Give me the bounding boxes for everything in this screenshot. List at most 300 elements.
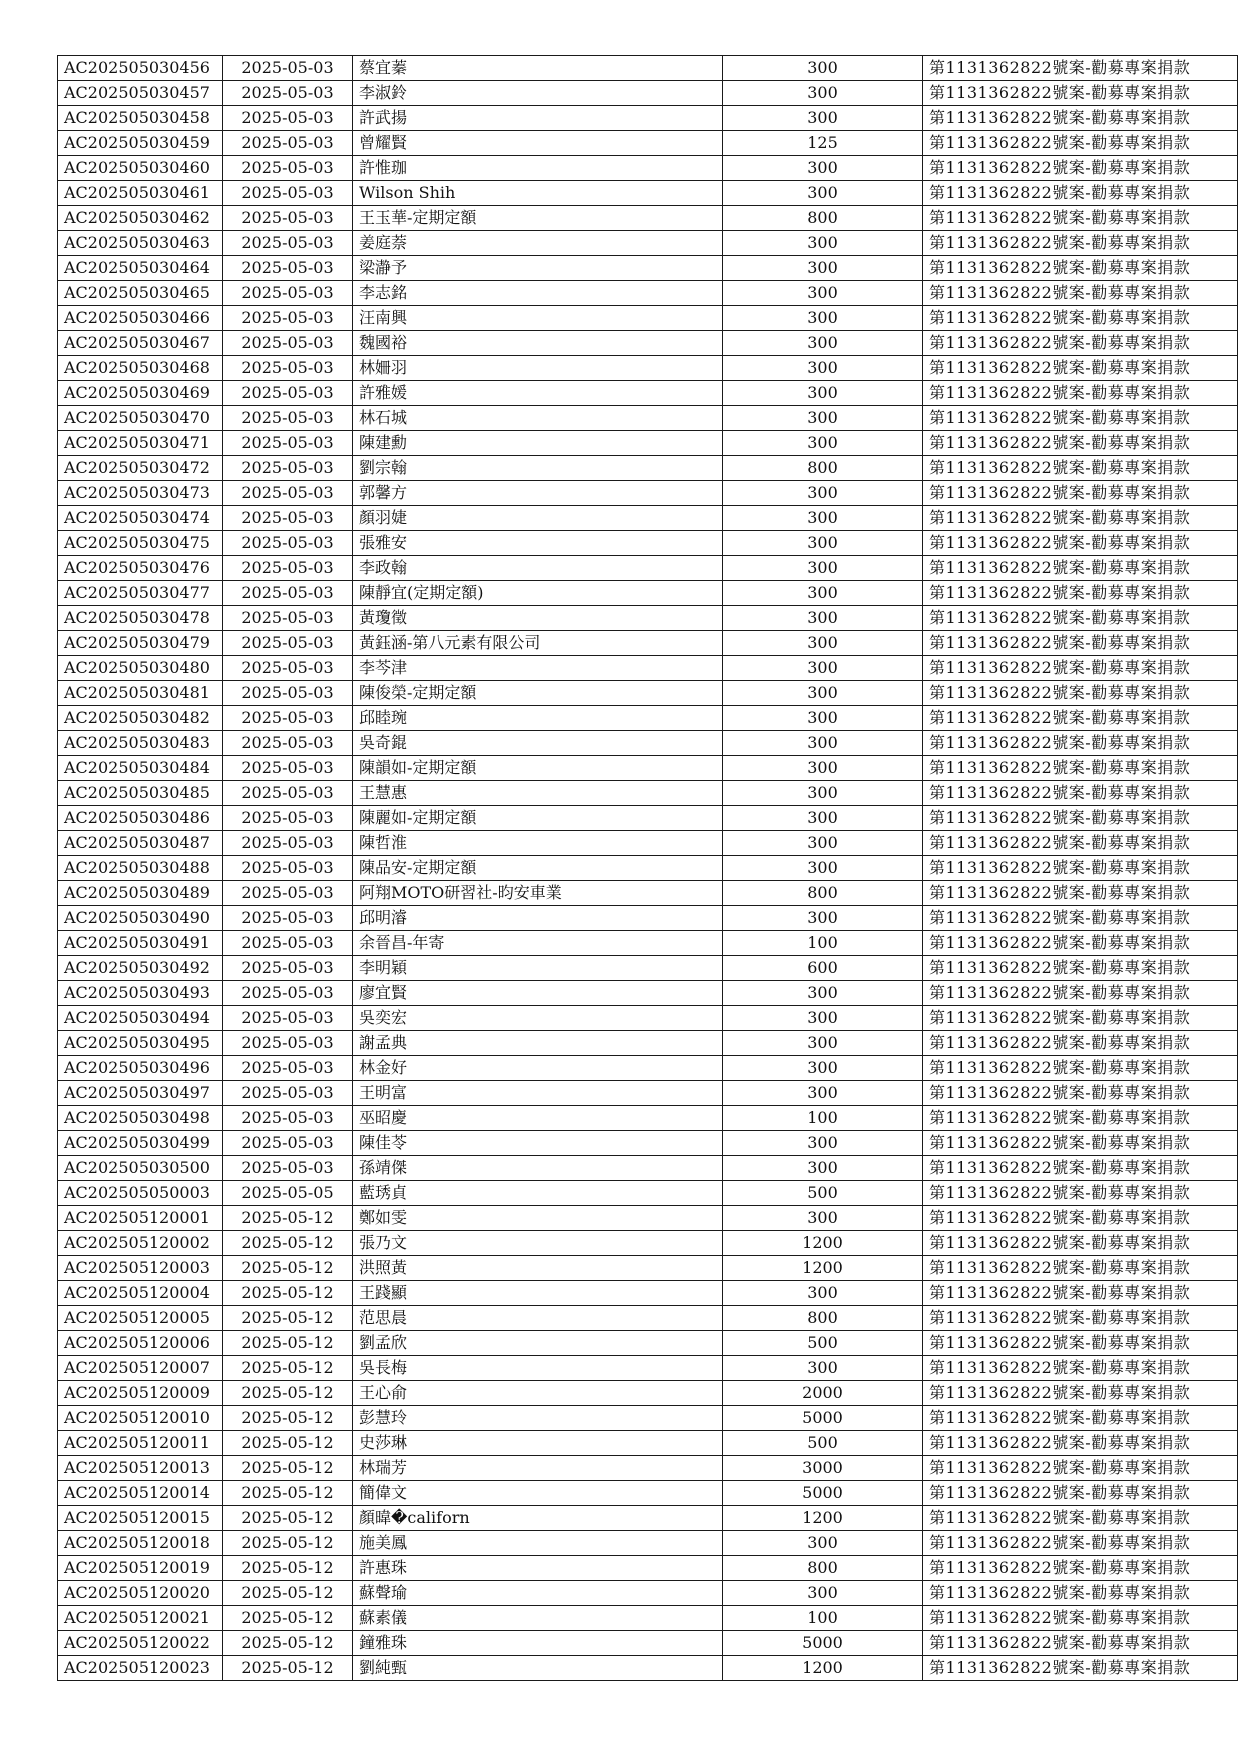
donation-date-cell: 2025-05-03 [223,206,353,231]
donor-name-cell: 許惟珈 [353,156,723,181]
donation-date-cell: 2025-05-03 [223,581,353,606]
table-row [58,1456,1238,1481]
donor-name-cell: 陳品安-定期定額 [353,856,723,881]
donation-date-cell: 2025-05-03 [223,806,353,831]
donation-date-cell: 2025-05-03 [223,1156,353,1181]
donor-name-cell: 魏國裕 [353,331,723,356]
donor-name-cell: 藍琇貞 [353,1181,723,1206]
note-cell: 第1131362822號案-勸募專案捐款 [923,1356,1238,1381]
donation-date-cell: 2025-05-05 [223,1181,353,1206]
donation-date-cell: 2025-05-12 [223,1481,353,1506]
table-row [58,206,1238,231]
amount-cell: 300 [723,1356,923,1381]
receipt-id-cell: AC202505030470 [58,406,223,431]
note-cell: 第1131362822號案-勸募專案捐款 [923,1631,1238,1656]
donation-date-cell: 2025-05-03 [223,731,353,756]
amount-cell: 300 [723,431,923,456]
amount-cell: 300 [723,606,923,631]
donor-name-cell: 王明富 [353,1081,723,1106]
donation-date-cell: 2025-05-03 [223,781,353,806]
note-cell: 第1131362822號案-勸募專案捐款 [923,1231,1238,1256]
donation-date-cell: 2025-05-03 [223,106,353,131]
donation-date-cell: 2025-05-12 [223,1306,353,1331]
note-cell: 第1131362822號案-勸募專案捐款 [923,1331,1238,1356]
donor-name-cell: 蘇素儀 [353,1606,723,1631]
receipt-id-cell: AC202505120001 [58,1206,223,1231]
note-cell: 第1131362822號案-勸募專案捐款 [923,1431,1238,1456]
receipt-id-cell: AC202505030498 [58,1106,223,1131]
table-row [58,1406,1238,1431]
note-cell: 第1131362822號案-勸募專案捐款 [923,681,1238,706]
donor-name-cell: 許武揚 [353,106,723,131]
donor-name-cell: 劉宗翰 [353,456,723,481]
receipt-id-cell: AC202505030477 [58,581,223,606]
note-cell: 第1131362822號案-勸募專案捐款 [923,1131,1238,1156]
note-cell: 第1131362822號案-勸募專案捐款 [923,1056,1238,1081]
note-cell: 第1131362822號案-勸募專案捐款 [923,1031,1238,1056]
table-row [58,181,1238,206]
receipt-id-cell: AC202505030460 [58,156,223,181]
donation-date-cell: 2025-05-03 [223,1056,353,1081]
donor-name-cell: 李志銘 [353,281,723,306]
amount-cell: 300 [723,406,923,431]
table-row [58,1131,1238,1156]
receipt-id-cell: AC202505120007 [58,1356,223,1381]
amount-cell: 800 [723,1306,923,1331]
receipt-id-cell: AC202505030471 [58,431,223,456]
receipt-id-cell: AC202505030476 [58,556,223,581]
amount-cell: 1200 [723,1231,923,1256]
receipt-id-cell: AC202505030491 [58,931,223,956]
note-cell: 第1131362822號案-勸募專案捐款 [923,1281,1238,1306]
receipt-id-cell: AC202505030466 [58,306,223,331]
table-row [58,1231,1238,1256]
table-row [58,1306,1238,1331]
receipt-id-cell: AC202505030492 [58,956,223,981]
receipt-id-cell: AC202505120014 [58,1481,223,1506]
note-cell: 第1131362822號案-勸募專案捐款 [923,731,1238,756]
receipt-id-cell: AC202505120009 [58,1381,223,1406]
donor-name-cell: 林金好 [353,1056,723,1081]
amount-cell: 300 [723,1131,923,1156]
receipt-id-cell: AC202505030472 [58,456,223,481]
amount-cell: 300 [723,356,923,381]
receipt-id-cell: AC202505030493 [58,981,223,1006]
receipt-id-cell: AC202505030499 [58,1131,223,1156]
donor-name-cell: 顏暐�californ [353,1506,723,1531]
table-row [58,1081,1238,1106]
donor-name-cell: 吳長梅 [353,1356,723,1381]
donor-name-cell: 姜庭萘 [353,231,723,256]
table-row [58,256,1238,281]
amount-cell: 300 [723,531,923,556]
donation-date-cell: 2025-05-03 [223,481,353,506]
donation-date-cell: 2025-05-12 [223,1456,353,1481]
table-row [58,481,1238,506]
donor-name-cell: 李芩津 [353,656,723,681]
receipt-id-cell: AC202505030494 [58,1006,223,1031]
donor-name-cell: 簡偉文 [353,1481,723,1506]
note-cell: 第1131362822號案-勸募專案捐款 [923,756,1238,781]
amount-cell: 300 [723,156,923,181]
receipt-id-cell: AC202505030496 [58,1056,223,1081]
receipt-id-cell: AC202505030481 [58,681,223,706]
donor-name-cell: 邱明濬 [353,906,723,931]
receipt-id-cell: AC202505120011 [58,1431,223,1456]
amount-cell: 1200 [723,1656,923,1681]
donation-date-cell: 2025-05-03 [223,331,353,356]
table-row [58,506,1238,531]
donation-date-cell: 2025-05-03 [223,381,353,406]
donation-ledger [57,55,1238,1681]
table-row [58,406,1238,431]
donation-date-cell: 2025-05-12 [223,1606,353,1631]
note-cell: 第1131362822號案-勸募專案捐款 [923,881,1238,906]
amount-cell: 100 [723,1606,923,1631]
donor-name-cell: 彭慧玲 [353,1406,723,1431]
table-row [58,1206,1238,1231]
donation-date-cell: 2025-05-03 [223,756,353,781]
table-row [58,231,1238,256]
donation-date-cell: 2025-05-03 [223,906,353,931]
donation-date-cell: 2025-05-03 [223,1131,353,1156]
donation-date-cell: 2025-05-03 [223,856,353,881]
amount-cell: 5000 [723,1631,923,1656]
amount-cell: 500 [723,1331,923,1356]
note-cell: 第1131362822號案-勸募專案捐款 [923,331,1238,356]
amount-cell: 300 [723,631,923,656]
donation-date-cell: 2025-05-03 [223,356,353,381]
donor-name-cell: 吳奕宏 [353,1006,723,1031]
donor-name-cell: 范思晨 [353,1306,723,1331]
receipt-id-cell: AC202505030474 [58,506,223,531]
note-cell: 第1131362822號案-勸募專案捐款 [923,1531,1238,1556]
table-row [58,131,1238,156]
table-row [58,906,1238,931]
donation-date-cell: 2025-05-12 [223,1581,353,1606]
note-cell: 第1131362822號案-勸募專案捐款 [923,506,1238,531]
donor-name-cell: 廖宜賢 [353,981,723,1006]
amount-cell: 300 [723,1156,923,1181]
receipt-id-cell: AC202505030495 [58,1031,223,1056]
receipt-id-cell: AC202505120019 [58,1556,223,1581]
table-row [58,1331,1238,1356]
table-row [58,1506,1238,1531]
donor-name-cell: 施美鳳 [353,1531,723,1556]
amount-cell: 800 [723,881,923,906]
note-cell: 第1131362822號案-勸募專案捐款 [923,1581,1238,1606]
amount-cell: 300 [723,331,923,356]
note-cell: 第1131362822號案-勸募專案捐款 [923,606,1238,631]
note-cell: 第1131362822號案-勸募專案捐款 [923,656,1238,681]
table-row [58,381,1238,406]
donor-name-cell: 蘇聲瑜 [353,1581,723,1606]
receipt-id-cell: AC202505030485 [58,781,223,806]
amount-cell: 300 [723,281,923,306]
donor-name-cell: 阿翔MOTO研習社-昀安車業 [353,881,723,906]
receipt-id-cell: AC202505030462 [58,206,223,231]
amount-cell: 300 [723,681,923,706]
table-row [58,331,1238,356]
note-cell: 第1131362822號案-勸募專案捐款 [923,1156,1238,1181]
amount-cell: 300 [723,806,923,831]
amount-cell: 3000 [723,1456,923,1481]
donation-date-cell: 2025-05-12 [223,1431,353,1456]
donor-name-cell: 陳佳苓 [353,1131,723,1156]
amount-cell: 300 [723,731,923,756]
table-row [58,1581,1238,1606]
receipt-id-cell: AC202505030456 [58,56,223,81]
amount-cell: 300 [723,81,923,106]
note-cell: 第1131362822號案-勸募專案捐款 [923,456,1238,481]
donor-name-cell: 劉孟欣 [353,1331,723,1356]
table-row [58,831,1238,856]
donation-table [57,55,1238,1681]
donation-date-cell: 2025-05-03 [223,831,353,856]
table-row [58,431,1238,456]
donor-name-cell: 林瑞芳 [353,1456,723,1481]
receipt-id-cell: AC202505120022 [58,1631,223,1656]
table-row [58,656,1238,681]
donor-name-cell: 許雅媛 [353,381,723,406]
donor-name-cell: 鐘雅珠 [353,1631,723,1656]
amount-cell: 300 [723,481,923,506]
donation-date-cell: 2025-05-03 [223,981,353,1006]
amount-cell: 300 [723,506,923,531]
table-row [58,981,1238,1006]
table-row [58,1181,1238,1206]
donor-name-cell: 曾耀賢 [353,131,723,156]
donation-date-cell: 2025-05-03 [223,606,353,631]
receipt-id-cell: AC202505120013 [58,1456,223,1481]
amount-cell: 600 [723,956,923,981]
donation-date-cell: 2025-05-03 [223,156,353,181]
note-cell: 第1131362822號案-勸募專案捐款 [923,256,1238,281]
note-cell: 第1131362822號案-勸募專案捐款 [923,556,1238,581]
note-cell: 第1131362822號案-勸募專案捐款 [923,1481,1238,1506]
note-cell: 第1131362822號案-勸募專案捐款 [923,1606,1238,1631]
table-row [58,931,1238,956]
receipt-id-cell: AC202505030464 [58,256,223,281]
receipt-id-cell: AC202505050003 [58,1181,223,1206]
note-cell: 第1131362822號案-勸募專案捐款 [923,531,1238,556]
donation-date-cell: 2025-05-12 [223,1406,353,1431]
table-row [58,1631,1238,1656]
table-row [58,1281,1238,1306]
table-row [58,356,1238,381]
table-row [58,1256,1238,1281]
amount-cell: 5000 [723,1406,923,1431]
table-row [58,706,1238,731]
table-row [58,56,1238,81]
donation-date-cell: 2025-05-03 [223,56,353,81]
table-row [58,456,1238,481]
table-row [58,1481,1238,1506]
receipt-id-cell: AC202505030490 [58,906,223,931]
amount-cell: 300 [723,656,923,681]
table-row [58,856,1238,881]
donation-date-cell: 2025-05-03 [223,656,353,681]
receipt-id-cell: AC202505030500 [58,1156,223,1181]
donation-date-cell: 2025-05-03 [223,531,353,556]
amount-cell: 300 [723,556,923,581]
donor-name-cell: 陳靜宜(定期定額) [353,581,723,606]
receipt-id-cell: AC202505030475 [58,531,223,556]
donor-name-cell: 張雅安 [353,531,723,556]
table-row [58,781,1238,806]
table-row [58,581,1238,606]
note-cell: 第1131362822號案-勸募專案捐款 [923,1206,1238,1231]
receipt-id-cell: AC202505120018 [58,1531,223,1556]
amount-cell: 300 [723,1531,923,1556]
amount-cell: 500 [723,1431,923,1456]
receipt-id-cell: AC202505030482 [58,706,223,731]
donor-name-cell: 王心俞 [353,1381,723,1406]
note-cell: 第1131362822號案-勸募專案捐款 [923,106,1238,131]
donor-name-cell: 蔡宜蓁 [353,56,723,81]
receipt-id-cell: AC202505120023 [58,1656,223,1681]
table-row [58,1006,1238,1031]
receipt-id-cell: AC202505030478 [58,606,223,631]
table-row [58,1056,1238,1081]
note-cell: 第1131362822號案-勸募專案捐款 [923,81,1238,106]
amount-cell: 300 [723,831,923,856]
donation-date-cell: 2025-05-12 [223,1231,353,1256]
donor-name-cell: 許惠珠 [353,1556,723,1581]
table-row [58,806,1238,831]
amount-cell: 1200 [723,1256,923,1281]
donor-name-cell: 張乃文 [353,1231,723,1256]
table-row [58,556,1238,581]
amount-cell: 300 [723,981,923,1006]
donor-name-cell: 王玉華-定期定額 [353,206,723,231]
donor-name-cell: 李政翰 [353,556,723,581]
amount-cell: 300 [723,856,923,881]
table-row [58,306,1238,331]
amount-cell: 300 [723,1581,923,1606]
amount-cell: 300 [723,706,923,731]
receipt-id-cell: AC202505030469 [58,381,223,406]
donor-name-cell: 梁瀞予 [353,256,723,281]
receipt-id-cell: AC202505120006 [58,1331,223,1356]
donor-name-cell: 汪南興 [353,306,723,331]
note-cell: 第1131362822號案-勸募專案捐款 [923,1256,1238,1281]
donor-name-cell: 孫靖傑 [353,1156,723,1181]
donation-date-cell: 2025-05-12 [223,1531,353,1556]
table-row [58,156,1238,181]
note-cell: 第1131362822號案-勸募專案捐款 [923,1306,1238,1331]
note-cell: 第1131362822號案-勸募專案捐款 [923,356,1238,381]
table-row [58,1656,1238,1681]
table-row [58,1606,1238,1631]
note-cell: 第1131362822號案-勸募專案捐款 [923,1456,1238,1481]
receipt-id-cell: AC202505030479 [58,631,223,656]
donor-name-cell: 巫昭慶 [353,1106,723,1131]
donation-date-cell: 2025-05-03 [223,706,353,731]
note-cell: 第1131362822號案-勸募專案捐款 [923,806,1238,831]
table-row [58,731,1238,756]
amount-cell: 300 [723,581,923,606]
table-row [58,1356,1238,1381]
donation-date-cell: 2025-05-03 [223,131,353,156]
note-cell: 第1131362822號案-勸募專案捐款 [923,1656,1238,1681]
note-cell: 第1131362822號案-勸募專案捐款 [923,1506,1238,1531]
donation-date-cell: 2025-05-12 [223,1506,353,1531]
receipt-id-cell: AC202505120010 [58,1406,223,1431]
amount-cell: 300 [723,106,923,131]
amount-cell: 300 [723,231,923,256]
donor-name-cell: 黃鈺涵-第八元素有限公司 [353,631,723,656]
amount-cell: 300 [723,1206,923,1231]
donor-name-cell: 陳建勳 [353,431,723,456]
receipt-id-cell: AC202505030486 [58,806,223,831]
amount-cell: 300 [723,1006,923,1031]
donation-date-cell: 2025-05-03 [223,1106,353,1131]
note-cell: 第1131362822號案-勸募專案捐款 [923,1006,1238,1031]
amount-cell: 300 [723,756,923,781]
donor-name-cell: 鄭如雯 [353,1206,723,1231]
table-row [58,681,1238,706]
donor-name-cell: 顏羽婕 [353,506,723,531]
receipt-id-cell: AC202505030483 [58,731,223,756]
table-row [58,81,1238,106]
amount-cell: 300 [723,1056,923,1081]
donation-date-cell: 2025-05-03 [223,956,353,981]
donation-date-cell: 2025-05-12 [223,1331,353,1356]
amount-cell: 100 [723,1106,923,1131]
amount-cell: 300 [723,781,923,806]
donation-date-cell: 2025-05-12 [223,1281,353,1306]
donation-date-cell: 2025-05-12 [223,1256,353,1281]
donation-date-cell: 2025-05-12 [223,1631,353,1656]
receipt-id-cell: AC202505030497 [58,1081,223,1106]
note-cell: 第1131362822號案-勸募專案捐款 [923,1556,1238,1581]
amount-cell: 300 [723,306,923,331]
table-row [58,1156,1238,1181]
receipt-id-cell: AC202505030465 [58,281,223,306]
table-row [58,1031,1238,1056]
donor-name-cell: 陳麗如-定期定額 [353,806,723,831]
donation-date-cell: 2025-05-03 [223,681,353,706]
receipt-id-cell: AC202505030461 [58,181,223,206]
note-cell: 第1131362822號案-勸募專案捐款 [923,831,1238,856]
donation-date-cell: 2025-05-03 [223,881,353,906]
note-cell: 第1131362822號案-勸募專案捐款 [923,581,1238,606]
receipt-id-cell: AC202505030463 [58,231,223,256]
table-row [58,1531,1238,1556]
table-row [58,106,1238,131]
note-cell: 第1131362822號案-勸募專案捐款 [923,1081,1238,1106]
donor-name-cell: 郭馨方 [353,481,723,506]
receipt-id-cell: AC202505030487 [58,831,223,856]
donor-name-cell: 史莎琳 [353,1431,723,1456]
table-row [58,1431,1238,1456]
donation-date-cell: 2025-05-03 [223,306,353,331]
amount-cell: 300 [723,256,923,281]
table-row [58,606,1238,631]
table-row [58,1381,1238,1406]
note-cell: 第1131362822號案-勸募專案捐款 [923,1381,1238,1406]
table-row [58,756,1238,781]
receipt-id-cell: AC202505030473 [58,481,223,506]
donor-name-cell: 邱睦琬 [353,706,723,731]
amount-cell: 300 [723,1031,923,1056]
note-cell: 第1131362822號案-勸募專案捐款 [923,931,1238,956]
donor-name-cell: 劉純甄 [353,1656,723,1681]
amount-cell: 500 [723,1181,923,1206]
donation-date-cell: 2025-05-03 [223,431,353,456]
donation-date-cell: 2025-05-03 [223,406,353,431]
